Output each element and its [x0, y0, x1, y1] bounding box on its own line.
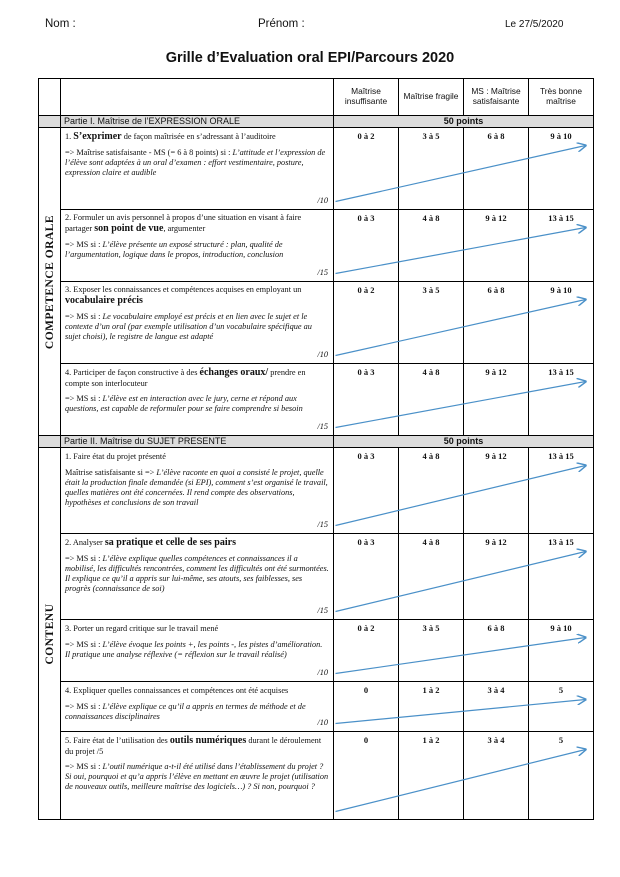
score-cell[interactable] [399, 128, 464, 210]
criterion-row [39, 128, 594, 210]
score-cell[interactable] [334, 620, 399, 682]
score-range: 13 à 15 [548, 537, 574, 547]
score-cell[interactable] [399, 732, 464, 820]
criterion-max-score: /10 [317, 196, 328, 206]
score-cell[interactable] [464, 364, 529, 436]
criterion-detail-text: L’attitude et l’expression de l’élève sont adaptées à un oral d’examen : effort vestimentaire, posture, expression claire et audible [65, 148, 326, 177]
score-cell[interactable] [529, 364, 594, 436]
score-cell[interactable] [529, 620, 594, 682]
score-cell[interactable] [334, 282, 399, 364]
criterion-max-score: /10 [317, 350, 328, 360]
criterion-detail [65, 394, 329, 414]
section-header-row [39, 116, 594, 128]
side-label-text: CONTENU [43, 602, 56, 665]
criterion-description [61, 534, 334, 620]
column-header: Maîtrise fragile [399, 79, 464, 116]
criterion-detail [65, 762, 329, 792]
blank-cell [39, 79, 61, 116]
score-cell[interactable] [529, 210, 594, 282]
criterion-keyword: sa pratique et celle de ses pairs [104, 537, 236, 548]
score-range: 6 à 8 [487, 623, 505, 633]
criterion-row [39, 448, 594, 534]
score-cell[interactable] [464, 732, 529, 820]
score-range: 0 [363, 735, 369, 745]
criterion-detail-lead: => MS si : [65, 761, 103, 771]
criterion-row [39, 364, 594, 436]
score-cell[interactable] [464, 282, 529, 364]
criterion-row [39, 210, 594, 282]
score-cell[interactable] [334, 534, 399, 620]
score-range: 0 à 3 [357, 537, 375, 547]
score-cell[interactable] [464, 534, 529, 620]
score-cell[interactable] [399, 534, 464, 620]
criterion-description [61, 210, 334, 282]
criterion-title [65, 685, 329, 697]
criterion-title-part: 2. Analyser [65, 538, 105, 547]
score-cell[interactable] [464, 620, 529, 682]
criterion-detail-text: L’élève présente un exposé structuré : plan, qualité de l’argumentation, logique dans le propos, introduction, conclusion [65, 239, 284, 259]
criterion-detail-text: L’élève évoque les points +, les points -, les pistes d’amélioration. Il pratique une analyse réflexive (= réflexion sur le travail réalisé) [65, 640, 323, 659]
criterion-detail-lead: => Maîtrise satisfaisante - MS (= 6 à 8 points) si : [65, 148, 233, 157]
column-header: Très bonne maîtrise [529, 79, 594, 116]
blank-cell [39, 436, 61, 448]
date-label: Le 27/5/2020 [505, 19, 564, 30]
score-range: 0 à 2 [357, 285, 375, 295]
nom-label: Nom : [45, 18, 76, 30]
criterion-description [61, 620, 334, 682]
score-range: 4 à 8 [422, 367, 440, 377]
score-range: 9 à 12 [485, 213, 507, 223]
section-side-label [39, 128, 61, 436]
score-range: 1 à 2 [422, 735, 440, 745]
criterion-description [61, 364, 334, 436]
criterion-description [61, 682, 334, 732]
score-range: 0 [363, 685, 369, 695]
section-points: 50 points [334, 116, 594, 128]
criterion-title [65, 131, 329, 143]
score-cell[interactable] [464, 682, 529, 732]
criterion-detail-lead: => MS si : [65, 640, 103, 649]
score-range: 0 à 2 [357, 623, 375, 633]
criterion-detail-text: L’élève raconte en quoi a consisté le projet, quelle était la production finale demandée (si EPI), comment s’est organisé le travail, quelles matières ont été concernées. Il rend compte des observations, hypothèses et conclusions de son travail [65, 468, 328, 507]
criterion-detail-text: Le vocabulaire employé est précis et en lien avec le sujet et le contexte d’un oral (par exemple utilisation d’un vocabulaire spécifique au sujet choisi), le registre de langue est adapté [65, 311, 312, 341]
blank-cell [39, 116, 61, 128]
score-range: 9 à 12 [485, 537, 507, 547]
column-header-row [39, 79, 594, 116]
score-range: 6 à 8 [487, 285, 505, 295]
score-cell[interactable] [464, 128, 529, 210]
score-range: 3 à 5 [422, 285, 440, 295]
score-cell[interactable] [529, 682, 594, 732]
score-cell[interactable] [334, 732, 399, 820]
criterion-title-part: 4. Participer de façon constructive à des [65, 368, 200, 377]
criterion-title-part: 3. Exposer les connaissances et compétences acquises en employant un [65, 285, 302, 294]
section-header-row [39, 436, 594, 448]
criterion-detail-lead: => MS si : [65, 393, 103, 403]
criterion-keyword: S’exprimer [73, 131, 122, 142]
score-cell[interactable] [399, 210, 464, 282]
score-cell[interactable] [399, 448, 464, 534]
criterion-max-score: /15 [317, 422, 328, 432]
score-cell[interactable] [529, 282, 594, 364]
criterion-detail [65, 640, 329, 660]
score-range: 4 à 8 [422, 213, 440, 223]
score-cell[interactable] [529, 732, 594, 820]
criterion-max-score: /15 [317, 520, 328, 530]
score-range: 6 à 8 [487, 131, 505, 141]
score-range: 3 à 5 [422, 131, 440, 141]
score-cell[interactable] [464, 210, 529, 282]
criterion-max-score: /10 [317, 718, 328, 728]
criterion-detail [65, 468, 329, 508]
criterion-title [65, 451, 329, 463]
score-range: 5 [558, 685, 564, 695]
score-range: 9 à 10 [550, 131, 572, 141]
criterion-row [39, 534, 594, 620]
criterion-keyword: vocabulaire précis [65, 294, 143, 306]
score-range: 1 à 2 [422, 685, 440, 695]
criterion-detail-lead: => MS si : [65, 311, 103, 321]
score-cell[interactable] [334, 128, 399, 210]
criterion-keyword: échanges oraux/ [199, 367, 269, 378]
score-cell[interactable] [399, 282, 464, 364]
score-range: 0 à 3 [357, 451, 375, 461]
criterion-row [39, 732, 594, 820]
score-cell[interactable] [334, 210, 399, 282]
score-cell[interactable] [529, 448, 594, 534]
score-range: 13 à 15 [548, 213, 574, 223]
score-range: 13 à 15 [548, 451, 574, 461]
score-cell[interactable] [529, 534, 594, 620]
criterion-title-part: 4. Expliquer quelles connaissances et compétences ont été acquises [65, 686, 289, 695]
score-range: 3 à 5 [422, 623, 440, 633]
criterion-description [61, 128, 334, 210]
section-side-label [39, 448, 61, 820]
column-header: Maîtrise insuffisante [334, 79, 399, 116]
prenom-label: Prénom : [258, 18, 305, 30]
criterion-title [65, 537, 329, 549]
criterion-detail-text: L’élève explique ce qu’il a appris en termes de méthode et de connaissances disciplinaires [65, 702, 306, 721]
criterion-keyword: son point de vue [94, 222, 164, 234]
score-range: 4 à 8 [422, 537, 440, 547]
score-range: 9 à 10 [550, 285, 572, 295]
blank-cell [61, 79, 334, 116]
criterion-description [61, 448, 334, 534]
criterion-detail [65, 702, 329, 722]
score-range: 3 à 4 [487, 735, 505, 745]
score-cell[interactable] [399, 620, 464, 682]
score-cell[interactable] [334, 364, 399, 436]
criterion-description [61, 732, 334, 820]
criterion-title-part: durant le déroulement du projet /5 [65, 736, 322, 756]
criterion-row [39, 620, 594, 682]
section-title: Partie I. Maîtrise de l’EXPRESSION ORALE [61, 116, 334, 128]
criterion-title-part: , argumenter [163, 223, 206, 233]
criterion-title [65, 623, 329, 635]
section-title: Partie II. Maîtrise du SUJET PRESENTE [61, 436, 334, 448]
criterion-title-part: 3. Porter un regard critique sur le travail mené [65, 624, 219, 633]
criterion-row [39, 682, 594, 732]
evaluation-grid [38, 78, 594, 820]
score-range: 9 à 10 [550, 623, 572, 633]
criterion-title-part: 1. [65, 132, 74, 141]
criterion-row [39, 282, 594, 364]
criterion-title-part: 5. Faire état de l’utilisation des [65, 736, 170, 745]
section-points: 50 points [334, 436, 594, 448]
score-range: 9 à 12 [485, 367, 507, 377]
column-header: MS : Maîtrise satisfaisante [464, 79, 529, 116]
criterion-detail [65, 554, 329, 594]
score-range: 0 à 2 [357, 131, 375, 141]
score-range: 3 à 4 [487, 685, 505, 695]
score-range: 9 à 12 [485, 451, 507, 461]
score-cell[interactable] [464, 448, 529, 534]
score-range: 0 à 3 [357, 213, 375, 223]
score-range: 13 à 15 [548, 367, 574, 377]
score-cell[interactable] [529, 128, 594, 210]
criterion-detail-lead: => MS si : [65, 239, 103, 249]
criterion-max-score: /15 [317, 606, 328, 616]
criterion-detail [65, 312, 329, 342]
criterion-detail-text: L’élève explique quelles compétences et connaissances il a mobilisé, les difficultés rencontrées, comment les difficultés ont été surmontées. Il explique ce qu’il a appris sur lui-même, ses atouts, ses faiblesses, ses progrès (connaissance de soi) [65, 554, 329, 593]
score-cell[interactable] [399, 682, 464, 732]
criterion-keyword: outils numériques [169, 735, 247, 746]
criterion-detail [65, 240, 329, 260]
criterion-max-score: /10 [317, 668, 328, 678]
criterion-detail-lead: => MS si : [65, 554, 103, 563]
criterion-detail [65, 148, 329, 178]
score-range: 4 à 8 [422, 451, 440, 461]
score-cell[interactable] [334, 682, 399, 732]
criterion-description [61, 282, 334, 364]
score-range: 0 à 3 [357, 367, 375, 377]
score-cell[interactable] [399, 364, 464, 436]
criterion-title-part: 2. Formuler un avis personnel à propos d’une situation en visant à faire partager [65, 213, 302, 233]
criterion-max-score: /15 [317, 268, 328, 278]
criterion-detail-lead: => MS si : [65, 702, 103, 711]
criterion-detail-text: L’élève est en interaction avec le jury, cerne et répond aux questions, est capable de reformuler pour se faire comprendre si besoin [65, 393, 303, 413]
side-label-text: COMPETENCE ORALE [43, 214, 56, 349]
criterion-title [65, 735, 329, 757]
criterion-title-part: de façon maîtrisée en s’adressant à l’auditoire [121, 132, 276, 141]
criterion-detail-lead: Maîtrise satisfaisante si => [65, 468, 157, 477]
score-cell[interactable] [334, 448, 399, 534]
criterion-title [65, 285, 329, 307]
criterion-title [65, 213, 329, 235]
criterion-title-part: 1. Faire état du projet présenté [65, 452, 166, 461]
score-range: 5 [558, 735, 564, 745]
criterion-detail-text: L’outil numérique a-t-il été utilisé dans l’établissement du projet ? Si oui, pourquoi et qu’a appris l’élève en mettant en œuvre le projet (utilisation de nouveaux outils, meilleure maîtrise des logiciels…) ? Si non, pourquoi ? [65, 761, 329, 791]
page-title: Grille d’Evaluation oral EPI/Parcours 2020 [165, 50, 455, 66]
criterion-title-part: prendre en compte son interlocuteur [65, 368, 306, 388]
criterion-title [65, 367, 329, 389]
